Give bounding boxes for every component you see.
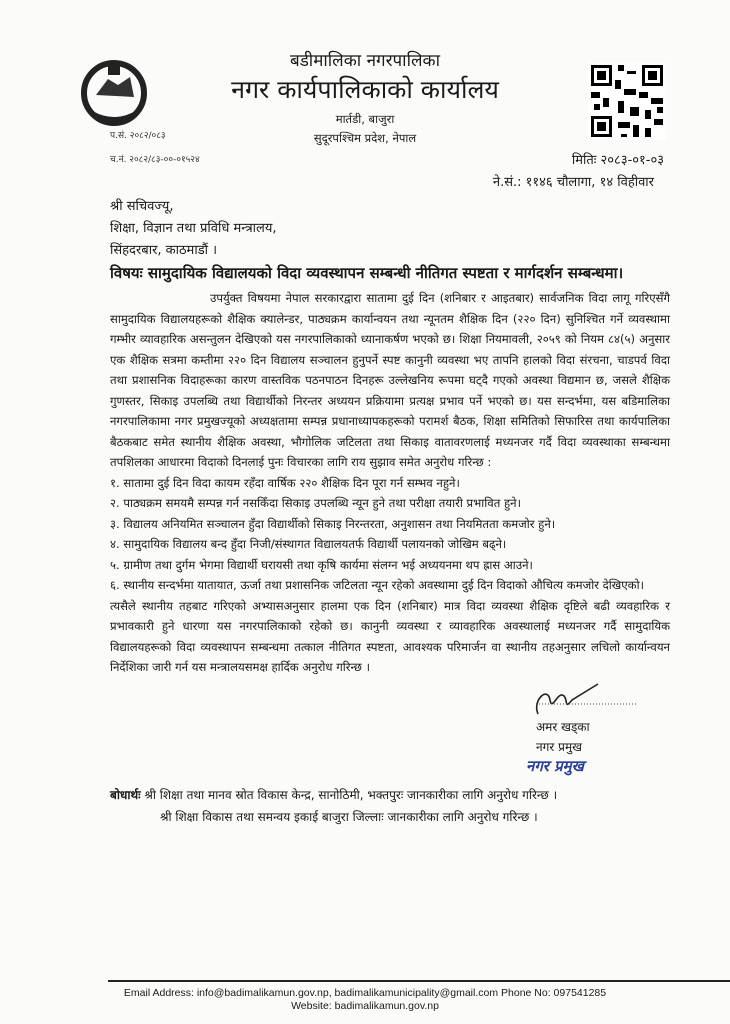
footer-contact: Email Address: info@badimalikamun.gov.np, badimalikamunicipality@gmail.com Phone No: 097541285 [123,987,607,999]
subject: विषयः सामुदायिक विद्यालयको विदा व्यवस्थापन सम्बन्धी नीतिगत स्पष्टता र मार्गदर्शन सम्बन्धमा। [110,264,624,282]
footer-website: Website: badimalikamun.gov.np [291,1000,439,1012]
point-2: २. पाठ्यक्रम समयमै सम्पन्न गर्न नसकिँदा सिकाइ उपलब्धि न्यून हुने तथा परीक्षा तयारी प्रभावित हुने। [110,496,522,510]
recipient-line-3: सिंहदरबार, काठमाडौं । [110,243,218,258]
cc-section [110,784,670,828]
date: मितिः २०८३-०१-०३ [571,153,664,168]
signature-block [526,682,670,776]
cc-label: बोधार्थः [110,787,141,802]
paragraph-1: उपर्युक्त विषयमा नेपाल सरकारद्वारा सातामा दुई दिन (शनिबार र आइतबार) सार्वजनिक विदा लागू गरिएसँगै सामुदायिक विद्यालयहरूको शैक्षिक क्यालेन्डर, पाठ्यक्रम कार्यान्वयन तथा न्यूनतम शैक्षिक दिन (२२० दिन) सुनिश्चित गर्ने व्यवस्थामा गम्भीर व्यावहारिक असन्तुलन देखिएको यस नगरपालिकाको ध्यानाकर्षण भएको छ। शिक्षा नियमावली, २०५९ को नियम ८४(५) अनुसार एक शैक्षिक सत्रमा कम्तीमा २२० दिन विद्यालय सञ्चालन हुनुपर्ने स्पष्ट कानुनी व्यवस्था भए तापनि हालको विदा संरचना, चाडपर्व विदा तथा प्रशासनिक विदाहरूका कारण वास्तविक पठनपाठन दिनहरू उल्लेखनिय रूपमा घट्दै गएको अवस्था विद्यमान छ, जसले शैक्षिक गुणस्तर, सिकाइ उपलब्धि तथा विद्यार्थीको निरन्तर अध्ययन प्रक्रियामा प्रत्यक्ष प्रभाव पर्ने भएको छ। यस सन्दर्भमा, यस बडिमालिका नगरपालिकामा नगर प्रमुखज्यूको अध्यक्षतामा सम्पन्न प्रधानाध्यापकहरूको परामर्श बैठक, शिक्षा समितिको सिफारिस तथा कार्यपालिका बैठकबाट समेत स्थानीय शैक्षिक अवस्था, भौगोलिक जटिलता तथा सिकाइ वातावरणलाई मध्यनजर गर्दै विदा व्यवस्थाका सम्बन्धमा तपशिलका आधारमा विदाको दिनलाई पुनः विचारका लागि राय सुझाव समेत अनुरोध गरिन्छ : [110,291,670,469]
point-5: ५. ग्रामीण तथा दुर्गम भेगमा विद्यार्थी घरायसी तथा कृषि कार्यमा संलग्न भई अध्ययनमा थप ह्रास आउने। [110,557,533,572]
point-6: ६. स्थानीय सन्दर्भमा यातायात, ऊर्जा तथा प्रशासनिक जटिलता न्यून रहेको अवस्थामा दुई दिन विदाको औचित्य कमजोर देखिएको। [110,578,644,592]
point-3: ३. विद्यालय अनियमित सञ्चालन हुँदा विद्यार्थीको सिकाइ निरन्तरता, अनुशासन तथा नियमितता कमजोर हुने। [110,516,556,531]
paragraph-2: त्यसैले स्थानीय तहबाट गरिएको अभ्यासअनुसार हालमा एक दिन (शनिबार) मात्र विदा व्यवस्था शैक्षिक दृष्टिले बढी व्यवहारिक र प्रभावकारी हुने धारणा यस नगरपालिकाको रहेको छ। कानुनी व्यवस्था र व्यावहारिक अवस्थालाई मध्यनजर गर्दै सामुदायिक विद्यालयहरूको विदा व्यवस्थापन सम्बन्धमा तत्काल नीतिगत स्पष्टता, आवश्यक परिमार्जन वा स्थानीय तहअनुसार लचिलो कार्यान्वयन निर्देशिका जारी गर्न यस मन्त्रालयसमक्ष हार्दिक अनुरोध गरिन्छ । [110,598,670,674]
cc-line-1 [110,784,670,806]
patra-sankhya: प.सं. २०८२/०८३ [110,131,166,141]
office-name: नगर कार्यपालिकाको कार्यालय [231,75,499,104]
point-4: ४. सामुदायिक विद्यालय बन्द हुँदा निजी/संस्थागत विद्यालयतर्फ विद्यार्थी पलायनको जोखिम बढ्ने। [110,537,507,551]
letter-body [110,288,670,678]
point-1: १. सातामा दुई दिन विदा कायम रहँदा वार्षिक २२० शैक्षिक दिन पूरा गर्न सम्भव नहुने। [110,475,460,490]
nepal-sambat-date: ने.सं.: ११४६ चौलागा, १४ विहीवार [492,175,654,190]
footer-divider [108,980,730,982]
address-line-2: सुदूरपश्चिम प्रदेश, नेपाल [313,131,417,145]
letter-content [110,288,670,828]
footer [0,987,730,1013]
cc-text-1: श्री शिक्षा तथा मानव स्रोत विकास केन्द्र, सानोठिमी, भक्तपुरः जानकारीका लागि अनुरोध गरिन्छ । [144,787,558,802]
signature-icon [528,682,638,716]
address-line-1: मार्तडी, बाजुरा [335,112,395,126]
recipient-line-1: श्री सचिवज्यू, [110,199,174,214]
signatory-name: अमर खड्का [536,719,590,734]
designation-stamp: नगर प्रमुख [526,756,584,775]
chalani-number: च.नं. २०८२/८३-००-०१५२४ [110,155,200,165]
municipality-name: बडीमालिका नगरपालिका [290,51,440,71]
recipient-line-2: शिक्षा, विज्ञान तथा प्रविधि मन्त्रालय, [110,221,277,236]
cc-line-2: श्री शिक्षा विकास तथा समन्वय इकाई बाजुरा जिल्लाः जानकारीका लागि अनुरोध गरिन्छ । [160,809,538,824]
signatory-designation: नगर प्रमुख [536,739,582,754]
